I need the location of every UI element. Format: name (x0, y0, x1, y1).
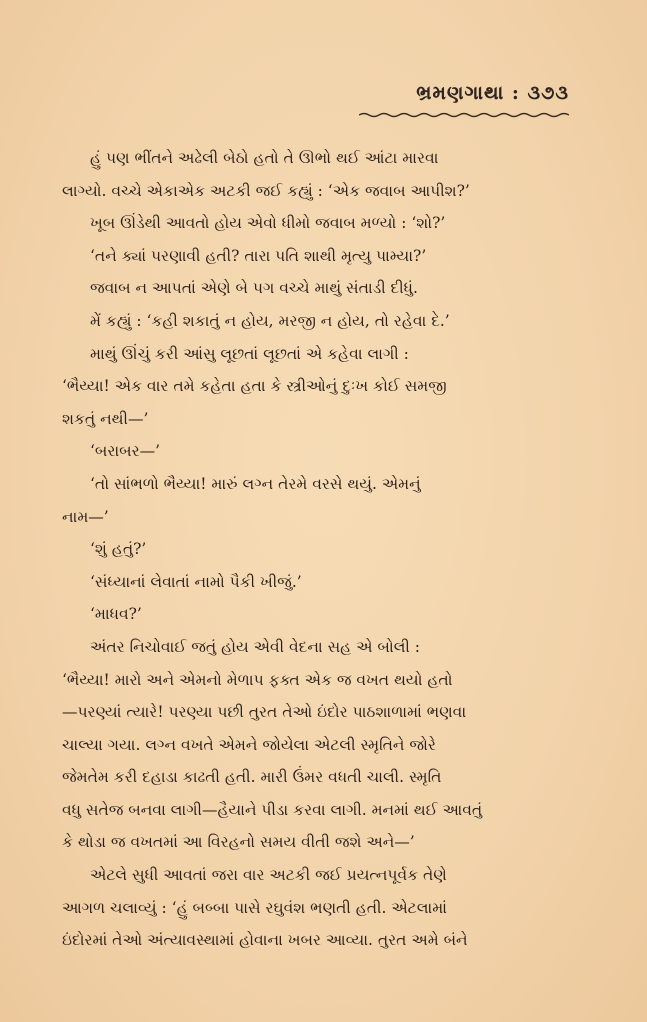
text-line: ‘ભૈય્યા! એક વાર તમે કહેતા હતા કે સ્ત્રીઓનું દુઃખ કોઈ સમજી (62, 377, 447, 396)
text-line: ‘શું હતું?’ (90, 540, 147, 559)
text-line: માથું ઊંચું કરી આંસુ લૂછતાં લૂછતાં એ કહેવા લાગી : (90, 344, 409, 363)
text-line: ચાલ્યા ગયા. લગ્ન વખતે એમને જોયેલા એટલી સ્મૃતિને જોરે (62, 735, 436, 754)
text-line: કે થોડા જ વખતમાં આ વિરહનો સમય વીતી જશે અને—’ (62, 833, 415, 852)
text-line: ‘તને ક્યાં પરણાવી હતી? તારા પતિ શાથી મૃત્યુ પામ્યા?’ (90, 246, 427, 265)
text-line: ‘સંધ્યાનાં લેવાતાં નામો પૈકી ખીજું.’ (90, 572, 302, 591)
text-line: એટલે સુધી આવતાં જરા વાર અટકી જઈ પ્રયત્નપૂર્વક તેણે (90, 866, 447, 885)
text-line: ‘બરાબર—’ (90, 442, 161, 461)
running-head: ભ્રમણગાથા : ૩૭૩ (416, 82, 569, 104)
text-line: —પરણ્યાં ત્યારે! પરણ્યા પછી તુરત તેઓ ઇંદોર પાઠશાળામાં ભણવા (62, 703, 467, 722)
text-line: નામ—’ (62, 507, 109, 526)
text-line: ‘તો સાંભળો ભૈય્યા! મારું લગ્ન તેરમે વરસે થયું. એમનું (90, 474, 421, 493)
text-line: ‘ભૈય્યા! મારો અને એમનો મેળાપ ફક્ત એક જ વખત થયો હતો (62, 670, 453, 689)
text-line: અંતર નિચોવાઈ જતું હોય એવી વેદના સહ એ બોલી : (90, 637, 420, 656)
text-line: જવાબ ન આપતાં એણે બે પગ વચ્ચે માથું સંતાડી દીધું. (90, 279, 418, 298)
text-line: હું પણ ભીંતને અઢેલી બેઠો હતો તે ઊભો થઈ આંટા મારવા (90, 149, 439, 167)
text-line: લાગ્યો. વચ્ચે એકાએક અટકી જઈ કહ્યું : ‘એક જવાબ આપીશ?’ (62, 181, 470, 200)
text-line: જેમતેમ કરી દહાડા કાઢતી હતી. મારી ઉંમર વધતી ચાલી. સ્મૃતિ (62, 768, 442, 787)
text-line: ઇંદોરમાં તેઓ અંત્યાવસ્થામાં હોવાના ખબર આવ્યા. તુરત અમે બંને (62, 931, 468, 950)
running-head-wavy-rule (359, 112, 569, 118)
text-line: ખૂબ ઊંડેથી આવતો હોય એવો ધીમો જવાબ મળ્યો : ‘શો?’ (90, 214, 446, 233)
text-line: મેં કહ્યું : ‘કહી શકાતું ન હોય, મરજી ન હોય, તો રહેવા દે.’ (90, 311, 450, 330)
text-line: વધુ સતેજ બનવા લાગી—હૈયાને પીડા કરવા લાગી. મનમાં થઈ આવતું (62, 800, 483, 819)
body-text (62, 142, 582, 957)
text-line: ‘માધવ?’ (90, 605, 142, 624)
text-line: શકતું નથી—’ (62, 409, 149, 428)
text-line: આગળ ચલાવ્યું : ‘હું બબ્બા પાસે રઘુવંશ ભણતી હતી. એટલામાં (62, 898, 447, 917)
